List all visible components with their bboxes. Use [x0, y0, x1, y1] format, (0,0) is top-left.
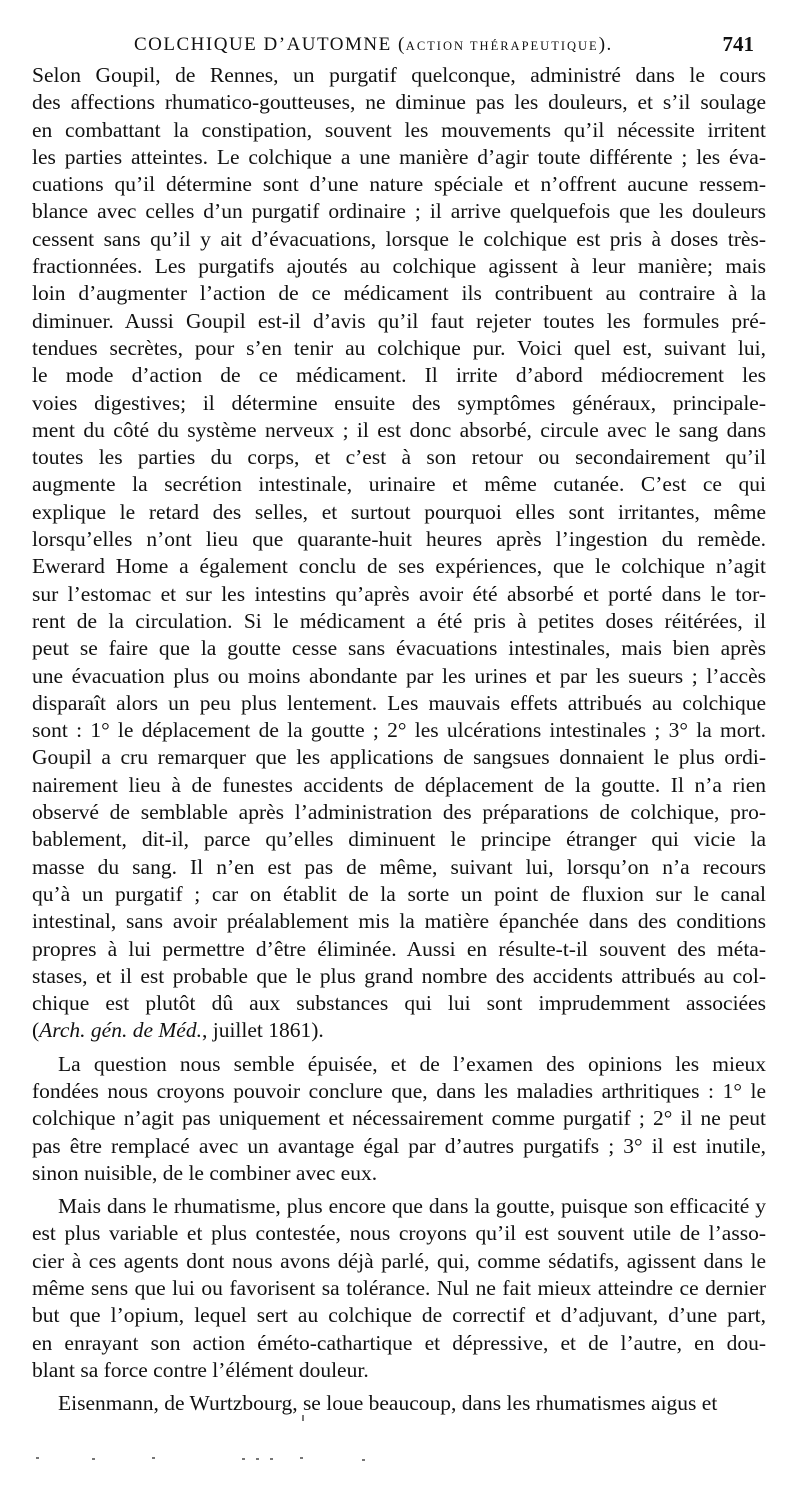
- running-title-close: ).: [598, 34, 613, 55]
- running-title: [134, 34, 613, 56]
- text-line: chique est plutôt dû aux substances qui lui sont imprudemment associées: [32, 991, 766, 1016]
- text-line: intestinal, sans avoir préalablement mis la matière épanchée dans des conditions: [32, 909, 766, 934]
- running-title-main: COLCHIQUE D’AUTOMNE (: [134, 34, 406, 55]
- paragraph: [32, 62, 766, 1045]
- text-line: Mais dans le rhumatisme, plus encore que dans la goutte, puisque son efficacité y: [58, 1194, 766, 1219]
- text-line: but que l’opium, lequel sert au colchique de correctif et d’adjuvant, d’une part,: [32, 1303, 766, 1328]
- text-line: toutes les parties du corps, et c’est à son retour ou secondairement qu’il: [32, 445, 766, 470]
- text-line: blance avec celles d’un purgatif ordinaire ; il arrive quelquefois que les douleurs: [32, 199, 766, 224]
- paragraph: [32, 1193, 766, 1384]
- text-line: disparaît alors un peu plus lentement. Les mauvais effets attribués au colchique: [32, 690, 766, 715]
- text-line: est plus variable et plus contestée, nous croyons qu’il est souvent utile de l’asso-: [32, 1221, 766, 1246]
- text-line: rent de la circulation. Si le médicament a été pris à petites doses réitérées, il: [32, 608, 766, 633]
- text-line: sont : 1° le déplacement de la goutte ; 2° les ulcérations intestinales ; 3° la mort.: [32, 718, 766, 743]
- paragraph: [32, 1390, 766, 1417]
- text-line: stases, et il est probable que le plus grand nombre des accidents attribués au col-: [32, 963, 766, 988]
- text-line: fondées nous croyons pouvoir conclure que, dans les maladies arthritiques : 1° le: [32, 1078, 766, 1103]
- text-line: Goupil a cru remarquer que les applications de sangsues donnaient le plus ordi-: [32, 745, 766, 770]
- page-number: 741: [722, 32, 754, 56]
- text-line: peut se faire que la goutte cesse sans évacuations intestinales, mais bien après: [32, 636, 766, 661]
- citation-journal: Arch. gén. de Méd.: [39, 1018, 202, 1043]
- text-line: en enrayant son action éméto-cathartique et dépressive, et de l’autre, en dou-: [32, 1330, 766, 1355]
- text-line: cessent sans qu’il y ait d’évacuations, lorsque le colchique est pris à doses très-: [32, 226, 766, 251]
- text-line: en combattant la constipation, souvent les mouvements qu’il nécessite irritent: [32, 117, 766, 142]
- text-line: nairement lieu à de funestes accidents de déplacement de la goutte. Il n’a rien: [32, 772, 766, 797]
- text-line: colchique n’agit pas uniquement et nécessairement comme purgatif ; 2° il ne peut: [32, 1106, 766, 1131]
- running-head: [32, 30, 766, 62]
- text-line: ment du côté du système nerveux ; il est donc absorbé, circule avec le sang dans: [32, 417, 766, 442]
- text-line: Selon Goupil, de Rennes, un purgatif quelconque, administré dans le cours: [32, 63, 766, 87]
- text-line: explique le retard des selles, et surtout pourquoi elles sont irritantes, même: [32, 499, 766, 524]
- text-line: lorsqu’elles n’ont lieu que quarante-huit heures après l’ingestion du remède.: [32, 527, 766, 552]
- text-line: Eisenmann, de Wurtzbourg, se loue beaucoup, dans les rhumatismes aigus et: [58, 1391, 718, 1416]
- text-line: cuations qu’il détermine sont d’une nature spéciale et n’offrent aucune ressem-: [32, 172, 766, 197]
- text-line: sur l’estomac et sur les intestins qu’après avoir été absorbé et porté dans le tor-: [32, 581, 766, 606]
- page: [32, 30, 766, 1424]
- text-line: bablement, dit-il, parce qu’elles diminuent le principe étranger qui vicie la: [32, 827, 766, 852]
- text-line: Ewerard Home a également conclu de ses expériences, que le colchique n’agit: [32, 554, 766, 579]
- text-line: observé de semblable après l’administration des préparations de colchique, pro-: [32, 800, 766, 825]
- body-text: [32, 62, 766, 1418]
- text-line: diminuer. Aussi Goupil est-il d’avis qu’il faut rejeter toutes les formules pré-: [32, 308, 766, 333]
- citation-date: , juillet 1861).: [201, 1018, 324, 1043]
- citation-open: (: [32, 1018, 40, 1043]
- text-line: sinon nuisible, de le combiner avec eux.: [32, 1160, 378, 1185]
- text-line: pas être remplacé avec un avantage égal par d’autres purgatifs ; 3° il est inutile,: [32, 1133, 766, 1158]
- text-line: même sens que lui ou favorisent sa tolérance. Nul ne fait mieux atteindre ce dernier: [32, 1276, 766, 1301]
- text-line: voies digestives; il détermine ensuite des symptômes généraux, principale-: [32, 390, 766, 415]
- running-title-subtitle: ACTION THÉRAPEUTIQUE: [405, 39, 599, 53]
- text-line: augmente la secrétion intestinale, urinaire et même cutanée. C’est ce qui: [32, 472, 766, 497]
- text-line: des affections rhumatico-goutteuses, ne diminue pas les douleurs, et s’il soulage: [32, 90, 766, 115]
- text-line: loin d’augmenter l’action de ce médicament ils contribuent au contraire à la: [32, 281, 766, 306]
- scan-specks: [32, 1455, 732, 1465]
- text-line: une évacuation plus ou moins abondante par les urines et par les sueurs ; l’accès: [32, 663, 766, 688]
- text-line: masse du sang. Il n’en est pas de même, suivant lui, lorsqu’on n’a recours: [32, 854, 766, 879]
- text-line: fractionnées. Les purgatifs ajoutés au colchique agissent à leur manière; mais: [32, 254, 766, 279]
- paragraph: [32, 1051, 766, 1187]
- text-line: cier à ces agents dont nous avons déjà parlé, qui, comme sédatifs, agissent dans le: [32, 1248, 766, 1273]
- text-line: qu’à un purgatif ; car on établit de la sorte un point de fluxion sur le canal: [32, 881, 766, 906]
- citation-line: [32, 1017, 766, 1044]
- text-line: le mode d’action de ce médicament. Il irrite d’abord médiocrement les: [32, 363, 766, 388]
- text-line: propres à lui permettre d’être éliminée. Aussi en résulte-t-il souvent des méta-: [32, 936, 766, 961]
- text-line: les parties atteintes. Le colchique a une manière d’agir toute différente ; les éva-: [32, 144, 766, 169]
- text-line: tendues secrètes, pour s’en tenir au colchique pur. Voici quel est, suivant lui,: [32, 335, 766, 360]
- text-line: blant sa force contre l’élément douleur.: [32, 1357, 369, 1382]
- text-line: La question nous semble épuisée, et de l’examen des opinions les mieux: [58, 1051, 766, 1076]
